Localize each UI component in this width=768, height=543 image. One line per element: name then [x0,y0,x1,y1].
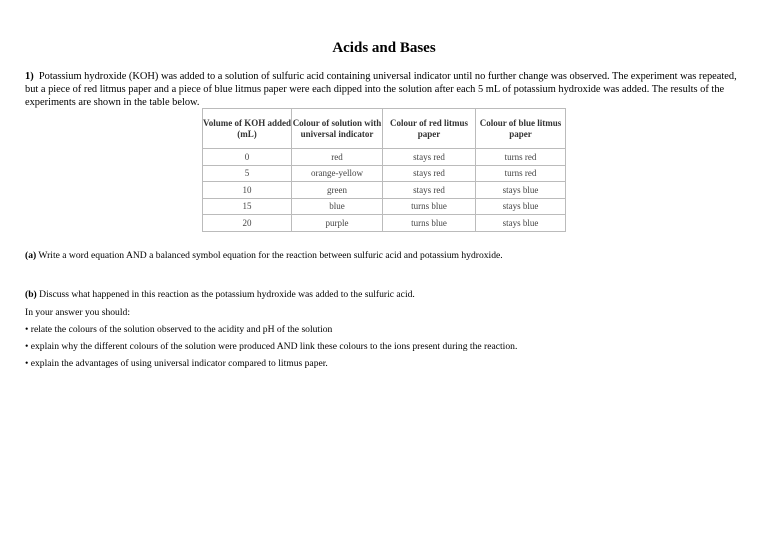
table-cell: stays red [383,165,476,182]
header-cell: Volume of KOH added (mL) [203,109,292,149]
part-a-label: (a) [25,250,37,261]
header-cell: Colour of blue litmus paper [476,109,566,149]
question-number: 1) [25,71,34,82]
table-cell: 20 [203,215,292,232]
part-b-label: (b) [25,289,37,300]
header-cell: Colour of solution with universal indicator [292,109,383,149]
bullet-item: • relate the colours of the solution observed to the acidity and pH of the solution [25,324,333,335]
table-cell: stays blue [476,182,566,199]
table-cell: 5 [203,165,292,182]
part-b-prompt: In your answer you should: [25,307,130,318]
table-cell: stays blue [476,215,566,232]
table-cell: 0 [203,149,292,166]
table-row [203,149,566,166]
page-title: Acids and Bases [332,40,436,56]
table-cell: blue [292,198,383,215]
question-intro [25,70,745,109]
bullet-item: • explain the advantages of using universal indicator compared to litmus paper. [25,358,328,369]
table-row [203,165,566,182]
table-header-row [203,109,566,149]
bullet-item: • explain why the different colours of the solution were produced AND link these colours to the ions present during the reaction. [25,341,518,352]
part-b-text: Discuss what happened in this reaction as the potassium hydroxide was added to the sulfuric acid. [39,289,415,300]
table-cell: turns red [476,165,566,182]
part-a-text: Write a word equation AND a balanced symbol equation for the reaction between sulfuric acid and potassium hydroxide. [38,250,503,261]
intro-text: Potassium hydroxide (KOH) was added to a solution of sulfuric acid containing universal indicator until no further change was observed. The experiment was repeated, but a piece of red litmus paper and a piece of blue litmus paper were each dipped into the solution after each 5 mL of potassium hydroxide was added. The results of the experiments are shown in the table below. [25,71,737,108]
table-cell: green [292,182,383,199]
table-row [203,182,566,199]
header-cell: Colour of red litmus paper [383,109,476,149]
table-cell: stays blue [476,198,566,215]
table-cell: stays red [383,149,476,166]
table-cell: 15 [203,198,292,215]
table-cell: red [292,149,383,166]
table-cell: orange-yellow [292,165,383,182]
table-cell: turns blue [383,198,476,215]
table-row [203,198,566,215]
table-cell: purple [292,215,383,232]
table-cell: 10 [203,182,292,199]
table-cell: turns blue [383,215,476,232]
table-cell: stays red [383,182,476,199]
part-b [25,289,415,301]
part-a [25,250,503,262]
table-row [203,215,566,232]
results-table [202,108,566,232]
table-cell: turns red [476,149,566,166]
